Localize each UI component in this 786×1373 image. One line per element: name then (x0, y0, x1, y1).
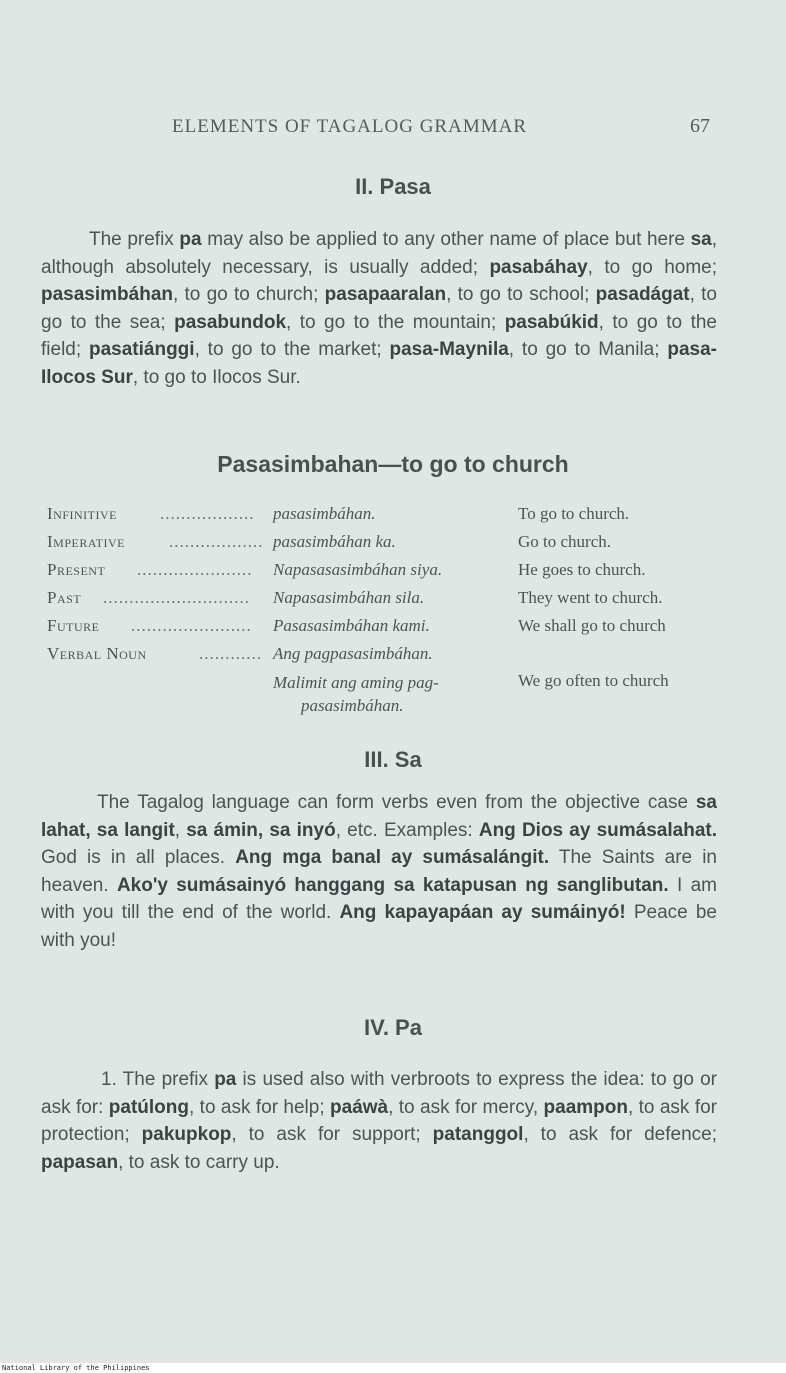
leader-dots: ....................... (131, 616, 252, 635)
translation: Go to church. (518, 532, 612, 551)
leader-dots: ...................... (137, 560, 253, 579)
tense-label: Infinitive (47, 504, 117, 523)
tense-label: Present (47, 560, 106, 579)
leader-dots: .................. (160, 504, 255, 523)
leader-dots: .................. (169, 532, 264, 551)
translation: They went to church. (518, 588, 663, 607)
paragraph-pasa: The prefix pa may also be applied to any other name of place but here sa, although absolutely necessary, is usually added; pasabáhay, to go home; pasasimbáhan, to go to church; pasapaaralan, to go to school; pasadágat, to go to the sea; pasabundok, to go to the mountain; pasabúkid, to go to the field; pasatiánggi, to go to the market; pasa-Maynila, to go to Manila; pasa-Ilocos Sur, to go to Ilocos Sur. (41, 229, 718, 388)
conjugation-row (47, 588, 737, 614)
conjugation-title: Pasasimbahan—to go to church (217, 451, 569, 477)
conjugation-row (47, 560, 737, 586)
verb-form: pasasimbáhan ka. (273, 532, 396, 551)
verb-form: Pasasasimbáhan kami. (273, 616, 430, 635)
translation: To go to church. (518, 504, 630, 523)
tense-label: Imperative (47, 532, 125, 551)
conjugation-row (47, 532, 737, 558)
section-heading-pa: IV. Pa (364, 1015, 422, 1040)
conjugation-row (47, 616, 737, 642)
verb-form: Napasasimbáhan sila. (273, 588, 425, 607)
conjugation-row (47, 644, 737, 670)
paragraph-pa: 1. The prefix pa is used also with verbroots to express the idea: to go or ask for: patúlong, to ask for help; paáwà, to ask for mercy, paampon, to ask for protection; pakupkop, to ask for support; patanggol, to ask for defence; papasan, to ask to carry up. (41, 1069, 717, 1173)
section-heading-pasa: II. Pasa (355, 174, 431, 199)
footer-credit: National Library of the Philippines (2, 1364, 150, 1372)
running-head: ELEMENTS OF TAGALOG GRAMMAR (172, 116, 528, 137)
tense-label: Future (47, 616, 100, 635)
leader-dots: ............ (199, 644, 262, 663)
translation: He goes to church. (518, 560, 646, 579)
tense-label: Verbal Noun (47, 644, 147, 663)
section-heading-sa: III. Sa (364, 747, 422, 772)
verb-form: Napasasasimbáhan siya. (273, 560, 443, 579)
example-translation: We go often to church (518, 671, 669, 690)
leader-dots: ............................ (103, 588, 250, 607)
tense-label: Past (47, 588, 82, 607)
conjugation-row (47, 504, 737, 530)
verb-form: pasasimbáhan. (273, 504, 376, 523)
page-number: 67 (690, 115, 710, 137)
verb-form: Ang pagpasasimbáhan. (273, 644, 433, 663)
translation: We shall go to church (518, 616, 666, 635)
example-sentence: Malimit ang aming pag- pasasimbáhan. (273, 673, 439, 715)
paragraph-sa: The Tagalog language can form verbs even from the objective case sa lahat, sa langit, sa ámin, sa inyó, etc. Examples: Ang Dios ay sumásalahat. God is in all places. Ang mga banal ay sumásalángit. The Saints are in heaven. Ako'y sumásainyó hanggang sa katapusan ng sanglibutan. I am with you till the end of the world. Ang kapayapáan ay sumáinyó! Peace be with you! (41, 792, 717, 951)
